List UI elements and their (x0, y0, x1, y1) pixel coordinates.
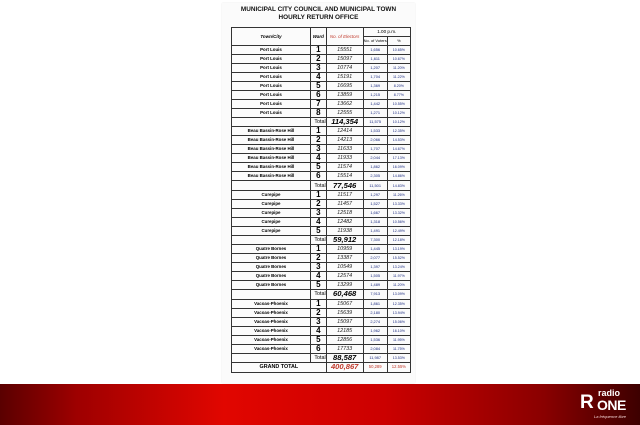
voters-cell: 1,533 (363, 127, 387, 136)
ward-cell: 4 (310, 154, 326, 163)
electors-cell: 12185 (326, 326, 363, 335)
results-sheet (222, 3, 415, 383)
town-cell: Curepipe (232, 199, 311, 208)
voters-cell: 2,180 (363, 308, 387, 317)
voters-cell: 2,077 (363, 254, 387, 263)
ward-cell: 1 (310, 127, 326, 136)
town-cell: Beau Bassin-Rose Hill (232, 163, 311, 172)
col-header-voters: No. of Voters (363, 37, 387, 46)
total-row (232, 290, 411, 299)
ward-cell: 2 (310, 199, 326, 208)
col-header-percent: % (387, 37, 410, 46)
percent-cell: 8.20% (387, 82, 410, 91)
percent-cell: 12.35% (387, 127, 410, 136)
town-cell: Port Louis (232, 91, 311, 100)
total-row (232, 118, 411, 127)
grand-total-label: GRAND TOTAL (232, 362, 327, 372)
voters-cell: 1,207 (363, 64, 387, 73)
col-header-ward: Ward (310, 28, 326, 46)
percent-cell: 13.19% (387, 245, 410, 254)
ward-cell: 6 (310, 344, 326, 353)
town-cell: Beau Bassin-Rose Hill (232, 145, 311, 154)
town-cell: Curepipe (232, 217, 311, 226)
table-row (232, 163, 411, 172)
percent-cell: 10.65% (387, 46, 410, 55)
electors-cell: 11938 (326, 226, 363, 235)
ward-cell: 7 (310, 100, 326, 109)
table-row (232, 46, 411, 55)
percent-cell: 11.97% (387, 272, 410, 281)
percent-cell: 13.94% (387, 308, 410, 317)
voters-cell: 1,861 (363, 299, 387, 308)
ward-cell: 3 (310, 64, 326, 73)
brand-mark: R (580, 392, 594, 413)
voters-cell: 1,611 (363, 55, 387, 64)
voters-cell: 1,445 (363, 245, 387, 254)
voters-cell: 2,084 (363, 344, 387, 353)
ward-cell: 5 (310, 82, 326, 91)
voters-cell: 1,297 (363, 190, 387, 199)
total-blank-cell (232, 353, 311, 362)
total-percent-cell: 14.83% (387, 181, 410, 190)
ward-cell: 1 (310, 299, 326, 308)
town-cell: Quatre Bornes (232, 272, 311, 281)
electors-cell: 12574 (326, 272, 363, 281)
voters-cell: 1,491 (363, 226, 387, 235)
total-electors-cell: 77,546 (326, 181, 363, 190)
ward-cell: 2 (310, 254, 326, 263)
ward-cell: 3 (310, 145, 326, 154)
table-row (232, 55, 411, 64)
percent-cell: 17.13% (387, 154, 410, 163)
electors-cell: 13299 (326, 281, 363, 290)
voters-cell: 2,274 (363, 317, 387, 326)
table-row (232, 154, 411, 163)
electors-cell: 12856 (326, 335, 363, 344)
ward-cell: 5 (310, 226, 326, 235)
radio-one-logo (580, 388, 632, 422)
ward-cell: 6 (310, 172, 326, 181)
voters-cell: 1,505 (363, 272, 387, 281)
percent-cell: 13.33% (387, 199, 410, 208)
electors-cell: 13859 (326, 91, 363, 100)
ward-cell: 2 (310, 308, 326, 317)
table-row (232, 64, 411, 73)
total-blank-cell (232, 235, 311, 244)
table-row (232, 326, 411, 335)
ward-cell: 3 (310, 208, 326, 217)
table-row (232, 172, 411, 181)
electors-cell: 11517 (326, 190, 363, 199)
table-row (232, 91, 411, 100)
town-cell: Vacoas-Phoenix (232, 317, 311, 326)
electors-cell: 12518 (326, 208, 363, 217)
electors-cell: 15097 (326, 317, 363, 326)
town-cell: Port Louis (232, 46, 311, 55)
percent-cell: 16.09% (387, 163, 410, 172)
table-row (232, 263, 411, 272)
percent-cell: 13.24% (387, 263, 410, 272)
ward-cell: 2 (310, 55, 326, 64)
percent-cell: 10.55% (387, 100, 410, 109)
total-blank-cell (232, 118, 311, 127)
total-voters-cell: 11,987 (363, 353, 387, 362)
footer-band (0, 384, 640, 425)
total-row (232, 181, 411, 190)
town-cell: Curepipe (232, 226, 311, 235)
percent-cell: 8.77% (387, 91, 410, 100)
percent-cell: 14.86% (387, 172, 410, 181)
table-row (232, 272, 411, 281)
table-row (232, 317, 411, 326)
electors-cell: 16695 (326, 82, 363, 91)
percent-cell: 16.10% (387, 326, 410, 335)
electors-cell: 13387 (326, 254, 363, 263)
total-electors-cell: 60,468 (326, 290, 363, 299)
percent-cell: 13.32% (387, 208, 410, 217)
town-cell: Port Louis (232, 73, 311, 82)
brand-one-text: ONE (597, 397, 626, 413)
total-percent-cell: 10.12% (387, 118, 410, 127)
total-percent-cell: 13.09% (387, 290, 410, 299)
brand-radio-text: radio (598, 388, 621, 398)
electors-cell: 10774 (326, 64, 363, 73)
hourly-return-table (231, 27, 411, 373)
table-row (232, 281, 411, 290)
total-electors-cell: 59,912 (326, 235, 363, 244)
percent-cell: 11.20% (387, 64, 410, 73)
town-cell: Port Louis (232, 109, 311, 118)
ward-cell: 1 (310, 245, 326, 254)
town-cell: Vacoas-Phoenix (232, 344, 311, 353)
total-electors-cell: 114,354 (326, 118, 363, 127)
electors-cell: 15639 (326, 308, 363, 317)
electors-cell: 15514 (326, 172, 363, 181)
total-row (232, 235, 411, 244)
town-cell: Port Louis (232, 64, 311, 73)
town-cell: Beau Bassin-Rose Hill (232, 154, 311, 163)
percent-cell: 15.52% (387, 254, 410, 263)
table-row (232, 299, 411, 308)
town-cell: Port Louis (232, 55, 311, 64)
sheet-subtitle: HOURLY RETURN OFFICE (278, 14, 359, 21)
town-cell: Vacoas-Phoenix (232, 308, 311, 317)
percent-cell: 14.67% (387, 145, 410, 154)
town-cell: Curepipe (232, 208, 311, 217)
percent-cell: 10.12% (387, 109, 410, 118)
percent-cell: 12.35% (387, 299, 410, 308)
ward-cell: 4 (310, 272, 326, 281)
total-blank-cell (232, 181, 311, 190)
voters-cell: 2,305 (363, 172, 387, 181)
grand-total-percent: 12.55% (387, 362, 410, 372)
electors-cell: 12482 (326, 217, 363, 226)
total-voters-cell: 7,300 (363, 235, 387, 244)
ward-cell: 6 (310, 91, 326, 100)
electors-cell: 15551 (326, 46, 363, 55)
table-row (232, 136, 411, 145)
electors-cell: 11574 (326, 163, 363, 172)
total-label-cell: Total (310, 181, 326, 190)
voters-cell: 1,667 (363, 208, 387, 217)
table-row (232, 254, 411, 263)
voters-cell: 1,215 (363, 91, 387, 100)
total-label-cell: Total (310, 290, 326, 299)
total-blank-cell (232, 290, 311, 299)
electors-cell: 10549 (326, 263, 363, 272)
voters-cell: 1,442 (363, 100, 387, 109)
electors-cell: 12414 (326, 127, 363, 136)
electors-cell: 15097 (326, 55, 363, 64)
table-row (232, 100, 411, 109)
ward-cell: 5 (310, 163, 326, 172)
voters-cell: 2,066 (363, 136, 387, 145)
town-cell: Quatre Bornes (232, 245, 311, 254)
total-label-cell: Total (310, 235, 326, 244)
town-cell: Vacoas-Phoenix (232, 299, 311, 308)
percent-cell: 15.06% (387, 317, 410, 326)
percent-cell: 14.53% (387, 136, 410, 145)
ward-cell: 5 (310, 335, 326, 344)
percent-cell: 10.67% (387, 55, 410, 64)
electors-cell: 13662 (326, 100, 363, 109)
voters-cell: 1,489 (363, 281, 387, 290)
electors-cell: 17733 (326, 344, 363, 353)
electors-cell: 15191 (326, 73, 363, 82)
voters-cell: 1,656 (363, 46, 387, 55)
total-electors-cell: 88,587 (326, 353, 363, 362)
table-row (232, 199, 411, 208)
total-percent-cell: 13.53% (387, 353, 410, 362)
total-row (232, 353, 411, 362)
ward-cell: 1 (310, 46, 326, 55)
total-label-cell: Total (310, 118, 326, 127)
voters-cell: 1,862 (363, 163, 387, 172)
col-header-time: 1.00 p.m. (363, 28, 410, 37)
table-row (232, 217, 411, 226)
electors-cell: 12555 (326, 109, 363, 118)
town-cell: Vacoas-Phoenix (232, 335, 311, 344)
percent-cell: 12.49% (387, 226, 410, 235)
ward-cell: 4 (310, 326, 326, 335)
voters-cell: 2,044 (363, 154, 387, 163)
table-row (232, 245, 411, 254)
town-cell: Port Louis (232, 82, 311, 91)
ward-cell: 8 (310, 109, 326, 118)
electors-cell: 11457 (326, 199, 363, 208)
voters-cell: 1,397 (363, 263, 387, 272)
total-voters-cell: 7,913 (363, 290, 387, 299)
voters-cell: 1,962 (363, 326, 387, 335)
col-header-electors: No. of Electors (326, 28, 363, 46)
total-voters-cell: 11,501 (363, 181, 387, 190)
sheet-title: MUNICIPAL CITY COUNCIL AND MUNICIPAL TOWN (240, 6, 397, 13)
town-cell: Quatre Bornes (232, 254, 311, 263)
table-row (232, 226, 411, 235)
grand-total-electors: 400,867 (326, 362, 363, 372)
total-percent-cell: 12.18% (387, 235, 410, 244)
ward-cell: 1 (310, 190, 326, 199)
electors-cell: 14213 (326, 136, 363, 145)
table-row (232, 190, 411, 199)
table-row (232, 335, 411, 344)
ward-cell: 5 (310, 281, 326, 290)
voters-cell: 1,318 (363, 217, 387, 226)
table-row (232, 308, 411, 317)
total-label-cell: Total (310, 353, 326, 362)
percent-cell: 11.20% (387, 281, 410, 290)
grand-total-row (232, 362, 411, 372)
electors-cell: 11633 (326, 145, 363, 154)
percent-cell: 11.22% (387, 73, 410, 82)
total-voters-cell: 11,575 (363, 118, 387, 127)
voters-cell: 1,271 (363, 109, 387, 118)
percent-cell: 10.56% (387, 217, 410, 226)
table-row (232, 73, 411, 82)
town-cell: Quatre Bornes (232, 263, 311, 272)
voters-cell: 1,704 (363, 73, 387, 82)
grand-total-voters: 50,289 (363, 362, 387, 372)
percent-cell: 11.75% (387, 344, 410, 353)
town-cell: Beau Bassin-Rose Hill (232, 127, 311, 136)
electors-cell: 15067 (326, 299, 363, 308)
ward-cell: 4 (310, 73, 326, 82)
electors-cell: 10959 (326, 245, 363, 254)
town-cell: Curepipe (232, 190, 311, 199)
voters-cell: 1,527 (363, 199, 387, 208)
electors-cell: 11933 (326, 154, 363, 163)
voters-cell: 1,369 (363, 82, 387, 91)
table-header-row (232, 28, 411, 37)
table-row (232, 208, 411, 217)
table-row (232, 82, 411, 91)
town-cell: Beau Bassin-Rose Hill (232, 172, 311, 181)
ward-cell: 2 (310, 136, 326, 145)
town-cell: Vacoas-Phoenix (232, 326, 311, 335)
town-cell: Port Louis (232, 100, 311, 109)
ward-cell: 4 (310, 217, 326, 226)
voters-cell: 1,536 (363, 335, 387, 344)
percent-cell: 11.26% (387, 190, 410, 199)
ward-cell: 3 (310, 263, 326, 272)
table-row (232, 127, 411, 136)
brand-tagline: La fréquence libre (594, 414, 627, 419)
percent-cell: 11.95% (387, 335, 410, 344)
voters-cell: 1,707 (363, 145, 387, 154)
table-row (232, 109, 411, 118)
ward-cell: 3 (310, 317, 326, 326)
table-row (232, 145, 411, 154)
col-header-town: Town/City (232, 28, 311, 46)
table-row (232, 344, 411, 353)
town-cell: Beau Bassin-Rose Hill (232, 136, 311, 145)
town-cell: Quatre Bornes (232, 281, 311, 290)
